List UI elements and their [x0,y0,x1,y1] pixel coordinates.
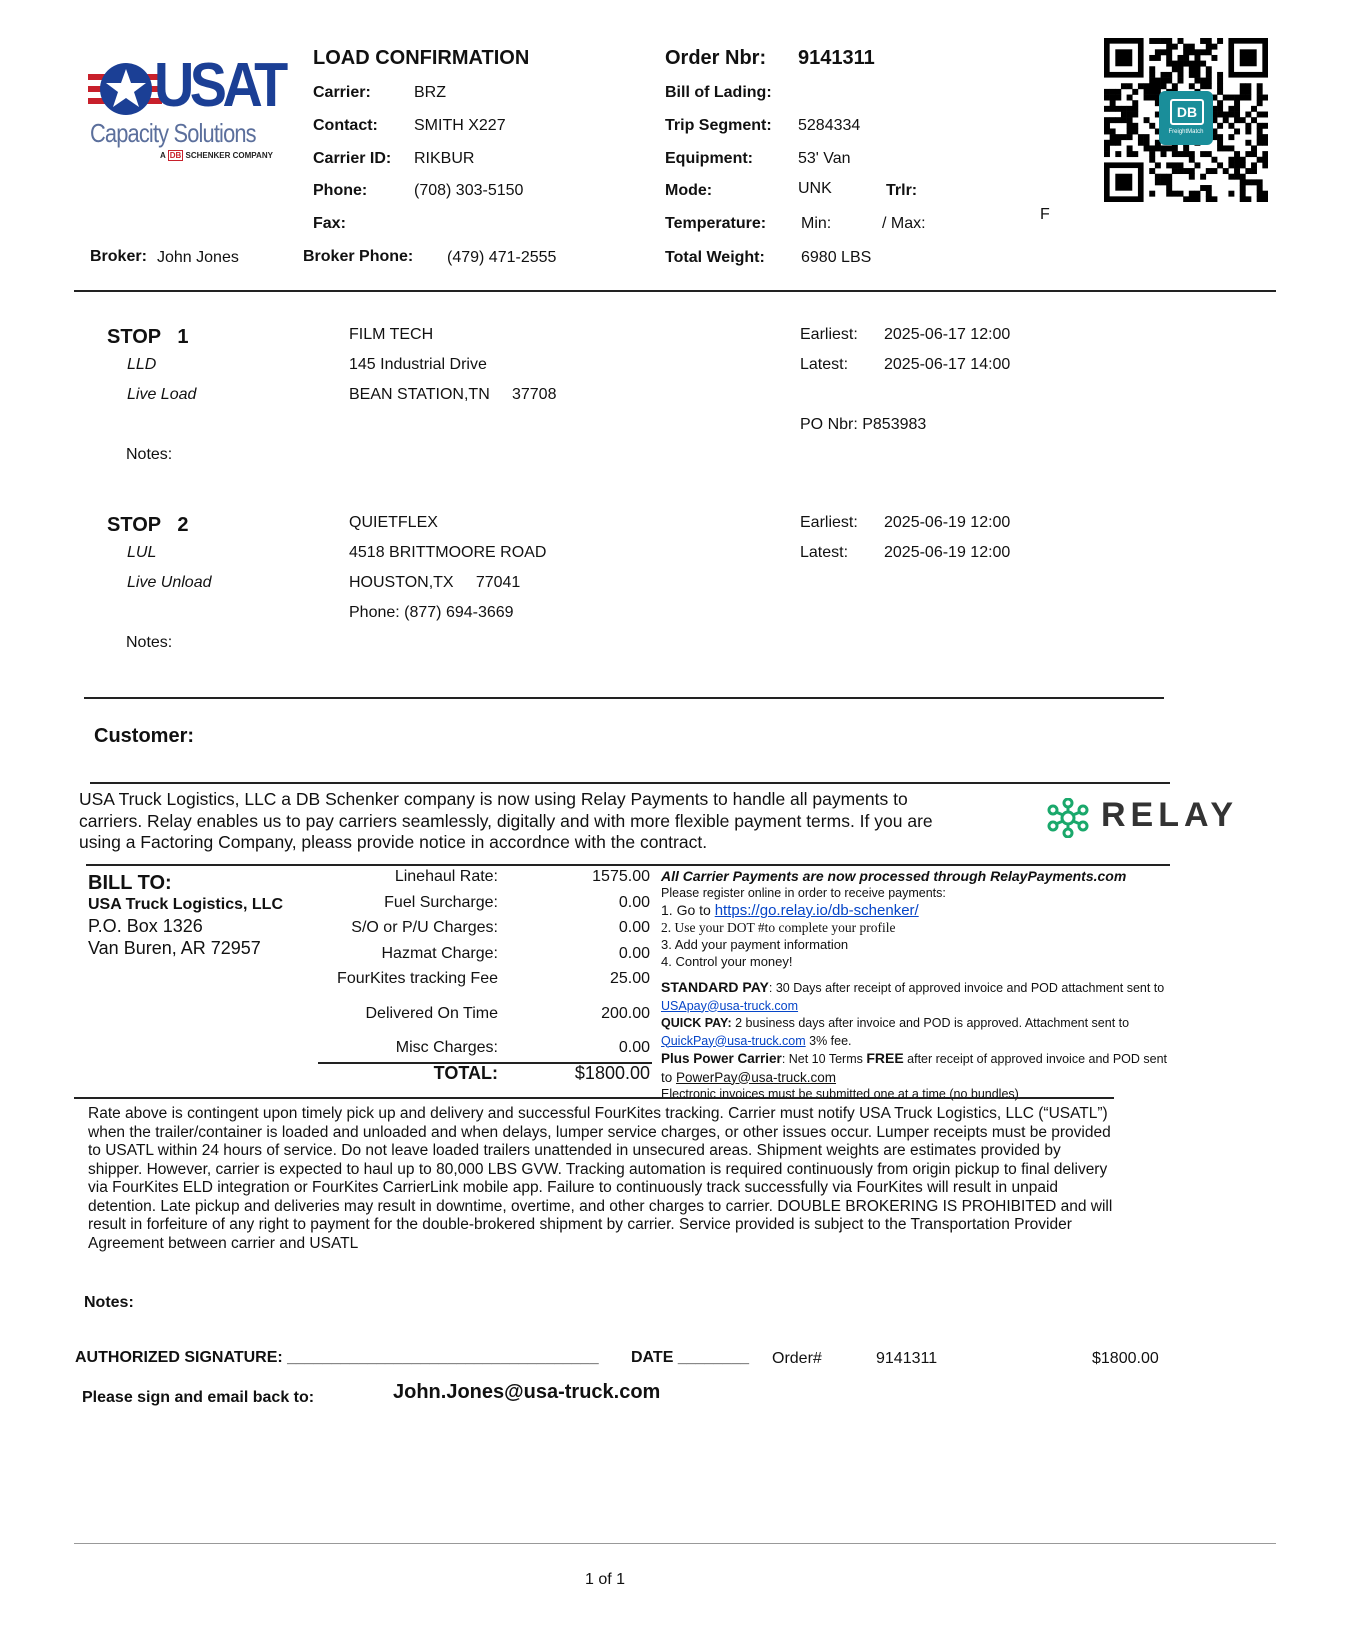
terms-paragraph: Rate above is contingent upon timely pick up and delivery and successful FourKites tracking. Carrier must notify USA Truck Logistics, LLC (“USATL”) when the trailer/container is loaded and unloaded and when delays, lumper service charges, or other issues occur. Lumper receipts must be provided to USATL within 24 hours of service. Do not leave loaded trailers unattended in unsecured areas. Shipment weights are estimates provided by shipper. However, carrier is expected to haul up to 80,000 LBS GVW. Tracking automation is required continuously from origin pickup to final delivery via FourKites ELD integration or FourKites CarrierLink mobile app. Failure to continuously track successfully via FourKites will result in unpaid detention. Late pickup and deliveries may result in downtime, overtime, and other charges to carrier. DOUBLE BROKERING IS PROHIBITED and will result in forfeiture of any right to payment for the double-brokered shipment by carrier. Service provided is subject to the Transportation Provider Agreement between carrier and USATL [88,1105,1113,1252]
charge-hazmat-value: 0.00 [618,945,650,962]
bill-divider [74,1097,1114,1099]
temp-unit: F [1040,206,1050,223]
relay-hub-icon [1047,798,1089,838]
header-divider [74,290,1276,292]
stop1-earliest-label: Earliest: [800,326,858,343]
charge-hazmat-label: Hazmat Charge: [381,945,498,962]
signature-order-label: Order# [772,1350,822,1367]
mode-label: Mode: [665,182,713,199]
total-value: $1800.00 [574,1063,650,1083]
stop1-code: LLD [127,356,157,373]
payment-step4: 4. Control your money! [661,954,793,969]
sign-email-label: Please sign and email back to: [82,1389,315,1406]
payment-heading: All Carrier Payments are now processed through RelayPayments.com [661,868,1127,884]
electronic-invoice-note: Electronic invoices must be submitted one at a time (no bundles) [661,1087,1019,1101]
payment-step3: 3. Add your payment information [661,937,849,952]
stop2-addr1: 4518 BRITTMOORE ROAD [349,544,547,561]
usat-logo [88,51,288,168]
carrier-label: Carrier: [313,84,371,101]
db-badge-text: DB [1170,99,1204,125]
bill-to-addr1: P.O. Box 1326 [88,916,203,936]
trlr-label: Trlr: [886,182,918,199]
phone-label: Phone: [313,182,368,199]
power-pay-email[interactable]: PowerPay@usa-truck.com [676,1069,837,1085]
sign-email-address[interactable]: John.Jones@usa-truck.com [393,1381,661,1403]
contact-value: SMITH X227 [414,117,506,134]
page-number: 1 of 1 [585,1571,626,1588]
bol-label: Bill of Lading: [665,84,772,101]
stop2-notes-label: Notes: [126,634,173,651]
broker-phone-label: Broker Phone: [303,248,414,265]
trip-value: 5284334 [798,117,861,134]
stops-divider [84,697,1164,699]
relay-notice: USA Truck Logistics, LLC a DB Schenker company is now using Relay Payments to handle all payments to carriers. Relay enables us to pay carriers seamlessly, digitally and with more flexible payment terms. If you are using a Factoring Company, pleass provide notice in accordnce with the contract. [79,789,933,852]
usat-star-icon [88,62,162,120]
temp-max: / Max: [882,215,926,232]
charge-fuel-value: 0.00 [618,894,650,911]
page-title: LOAD CONFIRMATION [313,47,530,69]
charge-fourkites-label: FourKites tracking Fee [337,970,498,987]
plus-power-carrier: Plus Power Carrier: Net 10 Terms FREE after receipt of approved invoice and POD sent [661,1050,1168,1066]
quick-pay-email[interactable]: QuickPay@usa-truck.com [661,1033,806,1048]
signature-line[interactable]: AUTHORIZED SIGNATURE: ___________________________________ [75,1349,599,1366]
db-mini-logo: DB [169,151,182,160]
stop1-addr2: BEAN STATION,TN 37708 [349,386,557,403]
payment-step2: 2. Use your DOT #to complete your profile [661,920,896,935]
charge-misc-label: Misc Charges: [395,1039,498,1056]
stop1-type: Live Load [127,386,197,403]
stop2-type: Live Unload [127,574,212,591]
fax-label: Fax: [313,215,346,232]
stop1-latest: 2025-06-17 14:00 [884,356,1011,373]
payment-info [661,868,1126,970]
broker-label: Broker: [90,248,147,265]
relay-wordmark: RELAY [1101,796,1239,834]
notes-label: Notes: [84,1294,134,1311]
stop1-notes-label: Notes: [126,446,173,463]
charge-so-pu-label: S/O or P/U Charges: [351,919,498,936]
phone-value: (708) 303-5150 [414,182,524,199]
charge-linehaul-value: 1575.00 [592,868,650,885]
total-label: TOTAL: [433,1063,498,1083]
standard-pay: STANDARD PAY: 30 Days after receipt of approved invoice and POD attachment sent to [661,979,1165,995]
stop1-name: FILM TECH [349,326,434,343]
customer-divider [90,782,1170,784]
usat-tagline: Capacity Solutions [90,118,256,148]
stop2-latest-label: Latest: [800,544,849,561]
charge-so-pu-value: 0.00 [618,919,650,936]
charge-on-time-value: 200.00 [601,1005,650,1022]
carrier-value: BRZ [414,84,446,101]
weight-value: 6980 LBS [801,249,872,266]
temperature-label: Temperature: [665,215,767,232]
order-label: Order Nbr: [665,47,767,69]
carrier-id-label: Carrier ID: [313,150,392,167]
stop1-earliest: 2025-06-17 12:00 [884,326,1011,343]
stop2-addr2: HOUSTON,TX 77041 [349,574,521,591]
db-badge-sub: FreightMatch [1168,129,1204,135]
stop1-title: STOP 1 [107,326,189,348]
stop1-addr1: 145 Industrial Drive [349,356,487,373]
qr-code[interactable] [1104,38,1268,202]
charge-fourkites-value: 25.00 [609,970,650,987]
broker-value: John Jones [157,249,239,266]
order-value: 9141311 [798,47,875,69]
payment-register: Please register online in order to receive payments: [661,886,946,900]
trip-label: Trip Segment: [665,117,772,134]
stop2-code: LUL [127,544,157,561]
stop2-name: QUIETFLEX [349,514,438,531]
temp-min: Min: [801,215,832,232]
equipment-label: Equipment: [665,150,753,167]
quick-pay: QUICK PAY: 2 business days after invoice and POD is approved. Attachment sent to [661,1016,1130,1030]
payment-terms: STANDARD PAY: 30 Days after receipt of approved invoice and POD attachment sent to USApay@usa-truck.com QUICK PAY: 2 business days after invoice and POD is approved. Attachment sent to QuickPay@usa-truck.com 3% fee. Plus Power Carrier: Net 10 Terms FREE after receipt of approved invoice and POD sent to PowerPay@usa-truck.com Electronic invoices must be submitted one at a time (no bundles) [661,979,1167,1104]
mode-value: UNK [798,180,832,197]
stop2-latest: 2025-06-19 12:00 [884,544,1011,561]
weight-label: Total Weight: [665,249,765,266]
footer-divider [74,1543,1276,1544]
carrier-id-value: RIKBUR [414,150,475,167]
payment-step1: 1. Go to https://go.relay.io/db-schenker/ [661,902,919,919]
standard-pay-email[interactable]: USApay@usa-truck.com [661,998,799,1013]
bill-to-company: USA Truck Logistics, LLC [88,896,283,913]
date-line[interactable]: DATE ________ [631,1349,749,1366]
usat-subline: A DB SCHENKER COMPANY [160,151,273,160]
broker-phone-value: (479) 471-2555 [447,249,557,266]
stop1-po-number: PO Nbr: P853983 [800,416,927,433]
relay-divider [86,864,1170,866]
charge-fuel-label: Fuel Surcharge: [384,894,498,911]
usat-brand: USAT [154,51,284,120]
charge-misc-value: 0.00 [618,1039,650,1056]
stop1-latest-label: Latest: [800,356,849,373]
bill-to-label: BILL TO: [88,872,172,894]
db-freightmatch-badge [1159,91,1213,145]
bill-to-addr2: Van Buren, AR 72957 [88,938,261,958]
contact-label: Contact: [313,117,378,134]
stop2-earliest-label: Earliest: [800,514,858,531]
customer-label: Customer: [94,725,195,747]
relay-signup-link[interactable]: https://go.relay.io/db-schenker/ [714,902,919,919]
charge-on-time-label: Delivered On Time [365,1005,498,1022]
stop2-title: STOP 2 [107,514,189,536]
equipment-value: 53' Van [798,150,851,167]
signature-order-value: 9141311 [876,1350,938,1367]
stop2-phone: Phone: (877) 694-3669 [349,604,514,621]
charge-linehaul-label: Linehaul Rate: [394,868,498,885]
stop2-earliest: 2025-06-19 12:00 [884,514,1011,531]
signature-amount: $1800.00 [1092,1350,1159,1367]
